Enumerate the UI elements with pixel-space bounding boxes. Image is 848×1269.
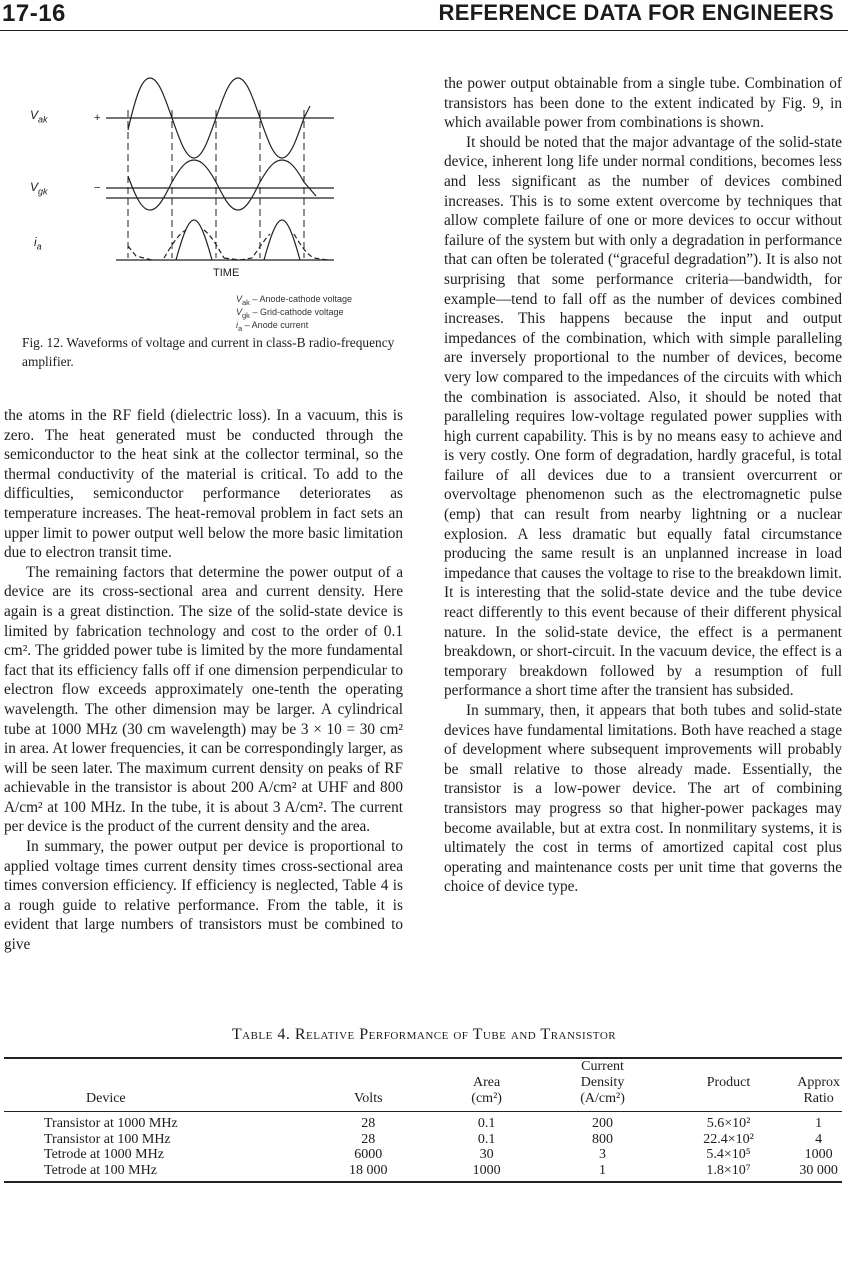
- table-title: Table 4. Relative Performance of Tube and Transistor: [231, 1026, 617, 1043]
- cell-ratio: 4: [815, 1131, 823, 1147]
- cell-density: 200: [592, 1116, 614, 1131]
- cell-ratio: 1000: [804, 1147, 833, 1162]
- cell-device: Transistor at 1000 MHz: [44, 1116, 178, 1131]
- page-number: 17-16: [2, 0, 66, 27]
- cell-area: 30: [479, 1147, 494, 1162]
- cell-volts: 6000: [354, 1147, 383, 1162]
- cell-density: 800: [592, 1131, 614, 1147]
- left-text-column: [4, 406, 403, 955]
- cell-density: 1: [599, 1162, 607, 1178]
- running-head: REFERENCE DATA FOR ENGINEERS: [438, 0, 834, 25]
- cell-ratio: 30 000: [799, 1162, 838, 1178]
- legend-ia: $i_a$ – Anode current: [236, 320, 309, 333]
- cell-volts: 18 000: [349, 1162, 388, 1178]
- legend-vgk: $V_{gk}$ – Grid-cathode voltage: [236, 307, 344, 320]
- table-row: [4, 1147, 842, 1163]
- waveform-figure: [18, 70, 398, 375]
- figure-caption: Fig. 12. Waveforms of voltage and current in class-B radio-frequency amplifier.: [22, 335, 395, 369]
- cell-product: 5.6×10²: [706, 1116, 751, 1131]
- cell-density: 3: [599, 1147, 607, 1162]
- col-header-device: Device: [86, 1091, 126, 1106]
- minus-mark: −: [94, 182, 101, 194]
- paragraph: In summary, then, it appears that both tubes and solid-state devices have fundamental limitations. Both have reached a stage of development where subsequent improvements will probably be small relative to those already made. Essentially, the transistor is a low-power device. The art of combining transistors may progress so that higher-power packages may become available, but at extra cost. In nonmilitary systems, it is ultimately the cost in terms of amortized capital cost plus operating and maintenance costs per unit time that governs the choice of device type.: [444, 702, 842, 896]
- col-header-area: Area (cm²): [471, 1075, 502, 1106]
- col-header-current-density: Current Density (A/cm²): [580, 1059, 625, 1106]
- col-header-product: Product: [706, 1075, 751, 1090]
- label-vak: $V_{ak}$: [30, 108, 48, 125]
- cell-area: 1000: [472, 1162, 501, 1178]
- cell-area: 0.1: [477, 1116, 496, 1131]
- col-header-ratio: Approx Ratio: [797, 1075, 840, 1106]
- vgk-waveform: [128, 160, 316, 210]
- ia-dashed-1: [164, 230, 186, 258]
- cell-device: Transistor at 100 MHz: [44, 1131, 171, 1147]
- cell-area: 0.1: [477, 1131, 496, 1147]
- label-vgk: $V_{gk}$: [30, 180, 48, 197]
- ia-pulse-2: [264, 220, 300, 260]
- cell-ratio: 1: [815, 1116, 823, 1131]
- header-rule: [0, 30, 848, 31]
- waveform-diagram: [18, 70, 398, 300]
- paragraph: It should be noted that the major advantage of the solid-state device, inherent long life under normal conditions, becomes less and less significant as the number of devices combined increases. This is to some extent overcome by techniques that allow complete failure of one or more devices to occur without failure of the system but with only a degradation in performance that can often be tolerated (“graceful degradation”). It is also not surprising that some performance criteria—bandwidth, for example—tend to fall off as the number of devices combined increases. This happens because the input and output impedances of the combination, which with simple paralleling are inversely proportional to the number of devices, become very low compared to the impedances of the circuits with which the combination is associated. Also, it should be noted that paralleling requires low-voltage regulated power supplies with high current capability. This is by no means easy to achieve and is very costly. One form of degradation, hardly graceful, is total failure of all devices due to a transient overcurrent or overvoltage phenomenon such as the electromagnetic pulse (emp) that can result from nearby lightning or a nuclear explosion. A less dramatic but equally fatal circumstance producing the same result is an unplanned increase in load impedance that causes the voltage to rise to the breakdown limit. It is interesting that the solid-state device and the tube device react differently to this event because of their different physical nature. In the solid-state device, the effect is a permanent breakdown, or short-circuit. In the vacuum device, the effect is a temporary breakdown followed by a resumption of full performance a short time after the transient has subsided.: [444, 133, 842, 700]
- cell-product: 22.4×10²: [703, 1131, 754, 1147]
- cell-product: 1.8×10⁷: [706, 1162, 751, 1178]
- table-row: [4, 1163, 842, 1183]
- performance-table: [4, 1057, 842, 1183]
- time-axis-label: TIME: [213, 267, 240, 279]
- paragraph: The remaining factors that determine the power output of a device are its cross-sectional area and current density. Here again is a great distinction. The size of the solid-state device is limited by fabrication technology and cost to the order of 0.1 cm². The gridded power tube is limited by the more fundamental fact that its efficiency falls off if one dimension perpendicular to electron flow exceeds approximately one-tenth the operating wavelength. The other dimension may be larger. A cylindrical tube at 1000 MHz (30 cm wavelength) may be 3 × 10 = 30 cm² in area. At lower frequencies, it can be correspondingly larger, as will be seen later. The maximum current density on peaks of RF achievable in the transistor is about 200 A/cm² at UHF and 800 A/cm² at 100 MHz. In the tube, it is about 3 A/cm². The current per device is the product of the current density and the area.: [4, 563, 403, 836]
- ia-pulse-1: [176, 220, 212, 260]
- paragraph: the atoms in the RF field (dielectric loss). In a vacuum, this is zero. The heat generated must be conducted through the semiconductor to the heat sink at the collector terminal, so the thermal conductivity of the material is critical. To add to the difficulties, semiconductor performance deteriorates as temperature increases. The heat-removal problem in fact sets an upper limit to power output well below the more basic limitation due to electron transit time.: [4, 407, 403, 562]
- cell-volts: 28: [361, 1116, 376, 1131]
- right-text-column: [444, 74, 842, 897]
- table-row: [4, 1132, 842, 1148]
- paragraph: the power output obtainable from a single tube. Combination of transistors has been done to the extent indicated by Fig. 9, in which available power from combinations is shown.: [444, 75, 842, 132]
- plus-mark: +: [94, 112, 101, 124]
- col-header-volts: Volts: [354, 1091, 383, 1106]
- cell-product: 5.4×10⁵: [706, 1147, 751, 1162]
- table-header-row: [4, 1058, 842, 1112]
- cell-volts: 28: [361, 1131, 376, 1147]
- cell-device: Tetrode at 100 MHz: [44, 1162, 157, 1178]
- ia-dashed-3: [224, 234, 270, 260]
- cell-device: Tetrode at 1000 MHz: [44, 1147, 164, 1162]
- paragraph: In summary, the power output per device is proportional to applied voltage times current density times cross-sectional area times conversion efficiency. If efficiency is neglected, Table 4 is a rough guide to relative performance. From the table, it is evident that large numbers of transistors must be combined to give: [4, 838, 403, 954]
- label-ia: $i_a$: [34, 235, 42, 252]
- legend-vak: $V_{ak}$ – Anode-cathode voltage: [236, 294, 353, 307]
- table-row: [4, 1112, 842, 1132]
- ia-waveform-a: [128, 246, 152, 260]
